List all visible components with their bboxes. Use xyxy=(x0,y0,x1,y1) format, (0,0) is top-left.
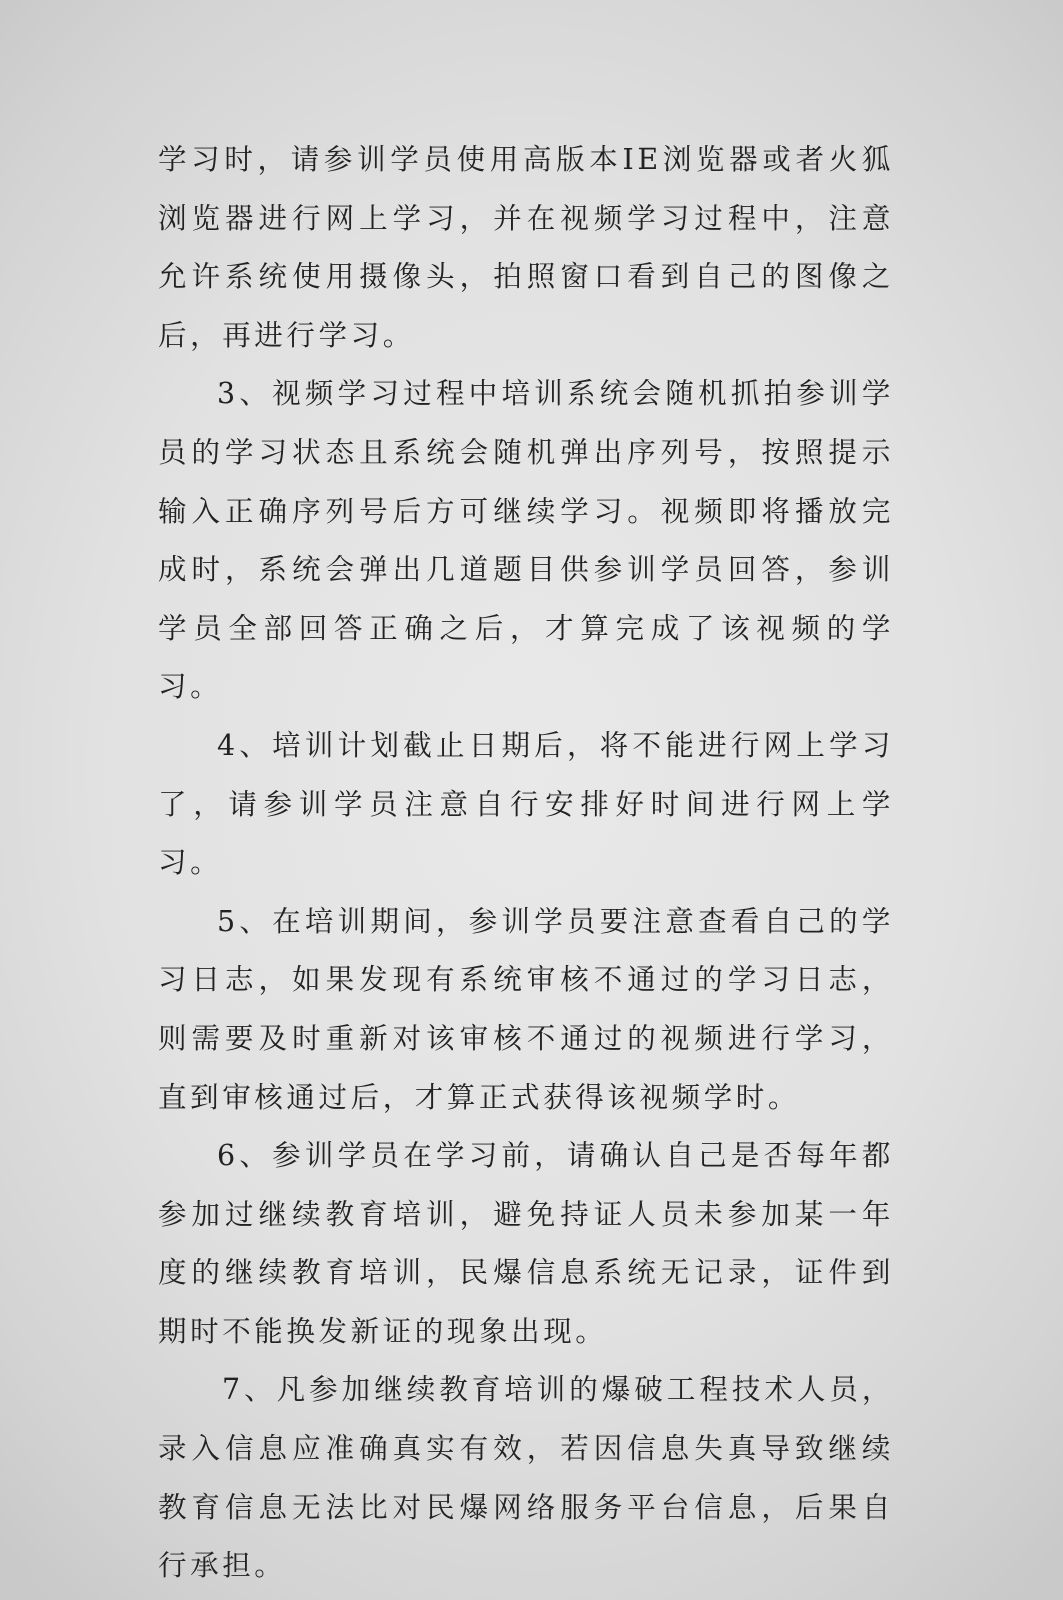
paragraph-continued: 学习时，请参训学员使用高版本IE浏览器或者火狐浏览器进行网上学习，并在视频学习过程中，注意允许系统使用摄像头，拍照窗口看到自己的图像之后，再进行学习。 xyxy=(158,143,894,352)
paragraph-7: 7、凡参加继续教育培训的爆破工程技术人员，录入信息应准确真实有效，若因信息失真导致继续教育信息无法比对民爆网络服务平台信息，后果自行承担。 xyxy=(158,1373,894,1583)
paragraph-5: 5、在培训期间，参训学员要注意查看自己的学习日志，如果发现有系统审核不通过的学习日志，则需要及时重新对该审核不通过的视频进行学习，直到审核通过后，才算正式获得该视频学时。 xyxy=(158,904,894,1114)
paragraph-4: 4、培训计划截止日期后，将不能进行网上学习了，请参训学员注意自行安排好时间进行网上学习。 xyxy=(158,728,894,880)
paragraph-3: 3、视频学习过程中培训系统会随机抓拍参训学员的学习状态且系统会随机弹出序列号，按照提示输入正确序列号后方可继续学习。视频即将播放完成时，系统会弹出几道题目供参训学员回答，参训学员全部回答正确之后，才算完成了该视频的学习。 xyxy=(158,377,894,704)
paragraph-6: 6、参训学员在学习前，请确认自己是否每年都参加过继续教育培训，避免持证人员未参加某一年度的继续教育培训，民爆信息系统无记录，证件到期时不能换发新证的现象出现。 xyxy=(158,1139,894,1348)
document-body xyxy=(158,131,894,1596)
